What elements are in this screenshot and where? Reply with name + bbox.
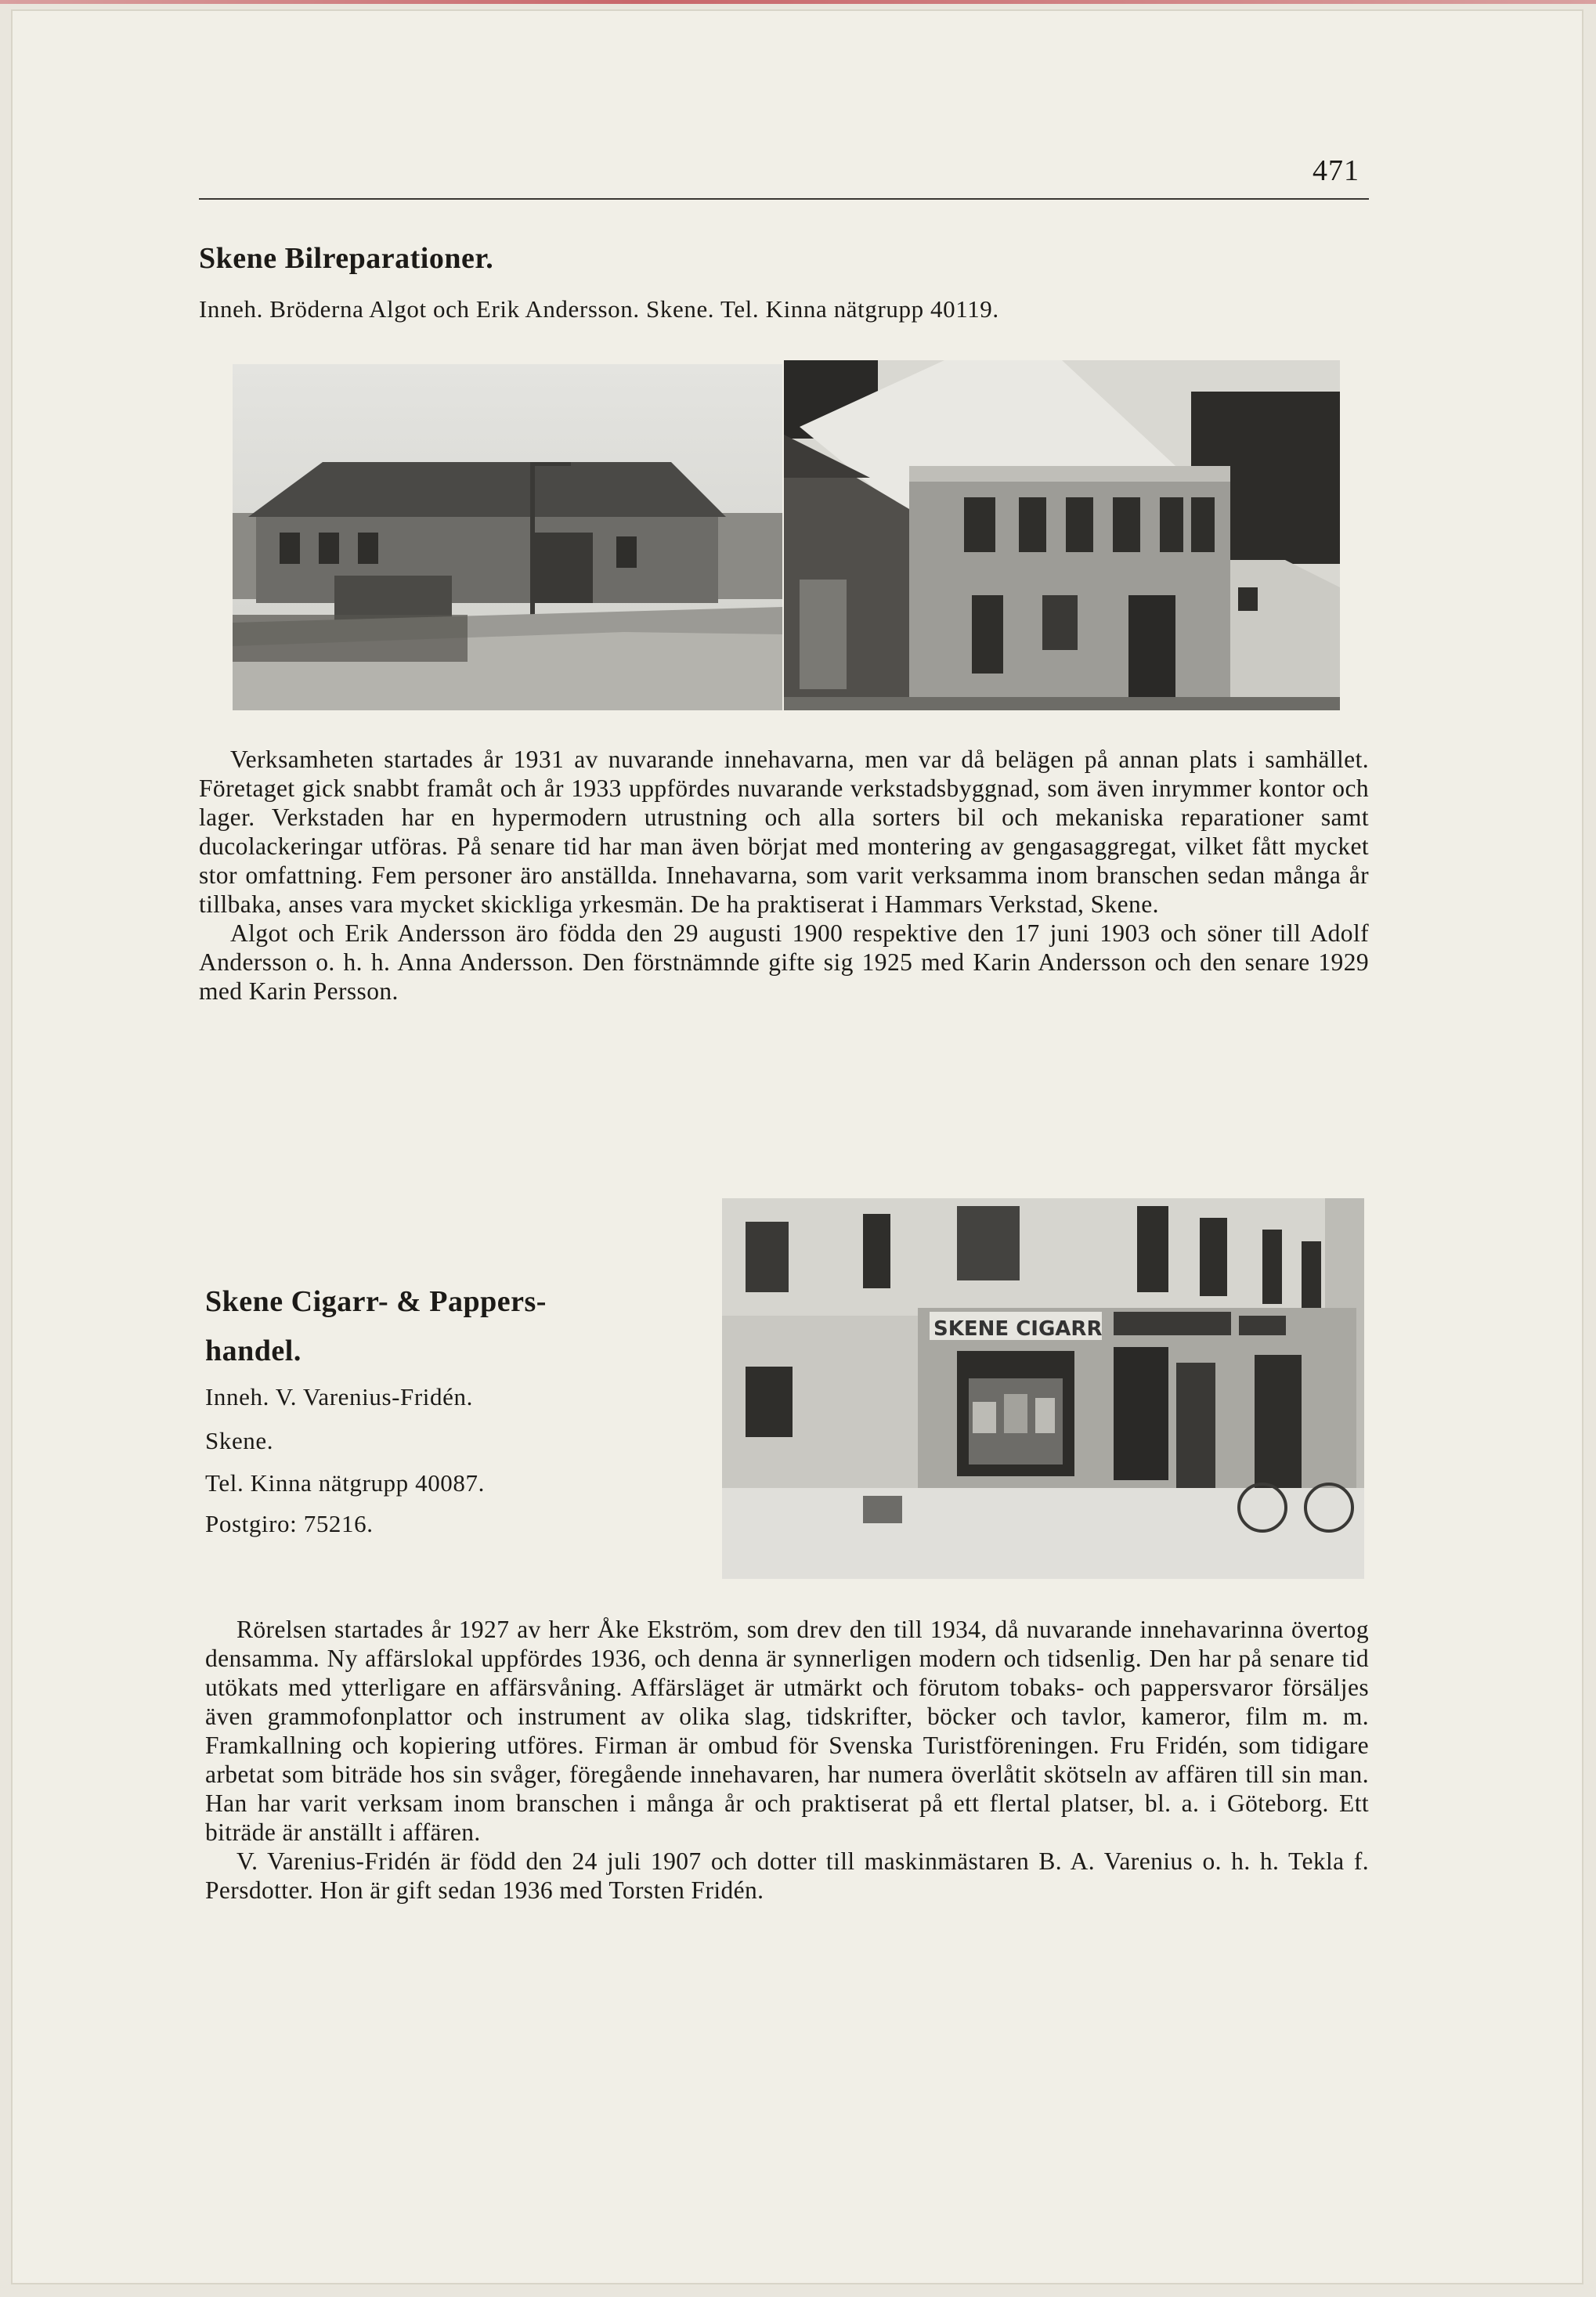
section1-body — [199, 745, 1369, 1006]
page-sheet — [11, 9, 1583, 2284]
shop-sign-text: SKENE CIGARR — [933, 1317, 1103, 1341]
workshop-building-photo — [233, 364, 782, 710]
section2-phone: Tel. Kinna nätgrupp 40087. — [205, 1469, 485, 1497]
shop-storefront-photo — [722, 1198, 1364, 1579]
header-rule — [199, 198, 1369, 200]
two-storey-building-photo — [784, 360, 1340, 710]
section2-place: Skene. — [205, 1427, 274, 1454]
section2-body — [205, 1615, 1369, 1905]
section2-paragraph-1: Rörelsen startades år 1927 av herr Åke Ekström, som drev den till 1934, då nuvarande innehavarinna övertog densamma. Ny affärslokal uppfördes 1936, och denna är synnerligen modern och tidsenlig. Den har på senare tid utökats med ytterligare en affärsvåning. Affärsläget är utmärkt och förutom tobaks- och pappersvaror försäljes även grammofonplattor och instrument av olika slag, tidskrifter, böcker och tavlor, kameror, film m. m. Framkallning och kopiering utföres. Firman är ombud för Svenska Turistföreningen. Fru Fridén, som tidigare arbetat som biträde hos sin svåger, föregående innehavaren, har numera överlåtit skötseln av affären till sin man. Han har varit verksam inom branschen i många år och praktiserat på ett flertal platser, bl. a. i Göteborg. Ett biträde är anställt i affären. — [205, 1616, 1369, 1846]
page-top-edge — [0, 0, 1596, 4]
section1-owner-line: Inneh. Bröderna Algot och Erik Andersson. Skene. Tel. Kinna nätgrupp 40119. — [199, 295, 999, 323]
section1-paragraph-2: Algot och Erik Andersson äro födda den 29 augusti 1900 respektive den 17 juni 1903 och söner till Adolf Andersson o. h. h. Anna Andersson. Den förstnämnde gifte sig 1925 med Karin Andersson och den senare 1929 med Karin Persson. — [199, 919, 1369, 1005]
section2-title-line-1: Skene Cigarr- & Pappers- — [205, 1285, 547, 1318]
page-number: 471 — [1313, 154, 1359, 187]
section2-owner: Inneh. V. Varenius-Fridén. — [205, 1383, 473, 1410]
section2-paragraph-2: V. Varenius-Fridén är född den 24 juli 1907 och dotter till maskinmästaren B. A. Varenius o. h. h. Tekla f. Persdotter. Hon är gift sedan 1936 med Torsten Fridén. — [205, 1847, 1369, 1904]
section1-paragraph-1: Verksamheten startades år 1931 av nuvarande innehavarna, men var då belägen på annan plats i samhället. Företaget gick snabbt framåt och år 1933 uppfördes nuvarande verkstadsbyggnad, som även inrymmer kontor och lager. Verkstaden har en hypermodern utrustning och alla sorters bil och mekaniska reparationer samt ducolackeringar utföras. På senare tid har man även börjat med montering av gengasaggregat, vilket fått mycket stor omfattning. Fem personer äro anställda. Innehavarna, som varit verksamma inom branschen sedan många år tillbaka, anses vara mycket skickliga yrkesmän. De ha praktiserat i Hammars Verkstad, Skene. — [199, 746, 1369, 918]
section1-title: Skene Bilreparationer. — [199, 242, 494, 275]
section2-title-line-2: handel. — [205, 1334, 302, 1367]
section2-postgiro: Postgiro: 75216. — [205, 1510, 374, 1537]
